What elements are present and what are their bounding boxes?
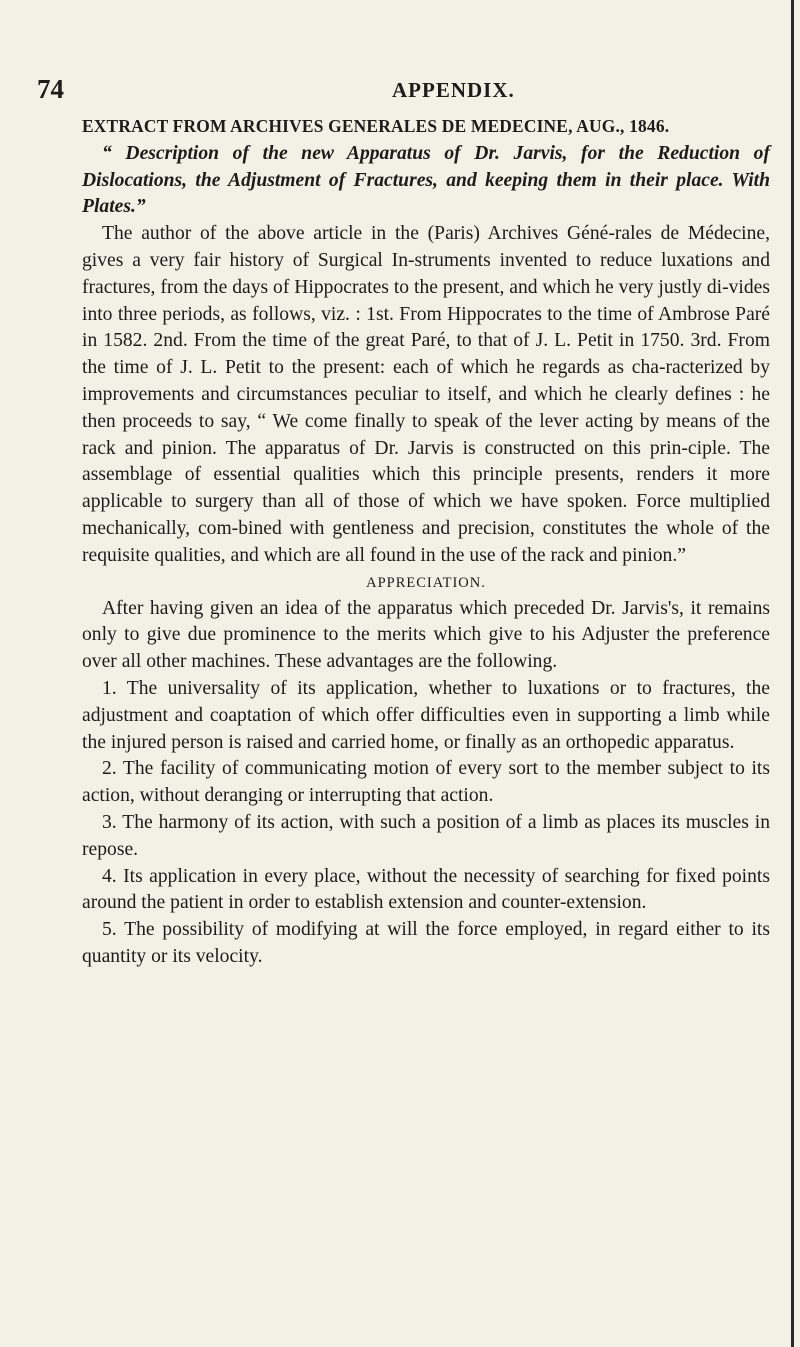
history-paragraph: The author of the above article in the (Paris) Archives Géné-rales de Médecine, gives a very fair history of Surgical In-struments invented to reduce luxations and fractures, from the days of Hippocrates to the present, and which he very justly di-vides into three periods, as follows, viz. : 1st. From Hippocrates to the time of Ambrose Paré in 1582. 2nd. From the time of the great Paré, to that of J. L. Petit in 1750. 3rd. From the time of J. L. Petit to the present: each of which he regards as cha-racterized by improvements and circumstances peculiar to itself, and which he clearly defines : he then proceeds to say, “ We come finally to speak of the lever acting by means of the rack and pinion. The apparatus of Dr. Jarvis is constructed on this prin-ciple. The assemblage of essential qualities which this principle presents, renders it more applicable to surgery than all of those of which we have spoken. Force multiplied mechanically, com-bined with gentleness and precision, constitutes the whole of the requisite qualities, and which are all found in the use of the rack and pinion.” bbox=[82, 223, 770, 566]
page-body bbox=[82, 113, 770, 971]
advantage-4: 4. Its application in every place, without the necessity of searching for fixed points around the patient in order to establish extension and counter-extension. bbox=[82, 865, 770, 914]
advantage-1: 1. The universality of its application, whether to luxations or to fractures, the adjustment and coaptation of which offer difficulties even in supporting a limb while the injured person is raised and carried home, or finally as an orthopedic apparatus. bbox=[82, 677, 770, 753]
running-head: APPENDIX. bbox=[392, 78, 515, 102]
advantage-2: 2. The facility of communicating motion of every sort to the member subject to its action, without deranging or interrupting that action. bbox=[82, 758, 770, 807]
article-title: “ Description of the new Apparatus of Dr. Jarvis, for the Reduction of Dislocations, the Adjustment of Fractures, and keeping them in their place. With Plates.” bbox=[82, 142, 770, 218]
appreciation-intro: After having given an idea of the apparatus which preceded Dr. Jarvis's, it remains only to give due prominence to the merits which give to his Adjuster the preference over all other machines. These advantages are the following. bbox=[82, 597, 770, 673]
advantage-3: 3. The harmony of its action, with such a position of a limb as places its muscles in repose. bbox=[82, 811, 770, 860]
page-edge bbox=[791, 0, 794, 1347]
section-heading: APPRECIATION. bbox=[366, 574, 486, 591]
page-header bbox=[37, 74, 777, 108]
page-number: 74 bbox=[37, 74, 64, 104]
extract-heading: EXTRACT FROM ARCHIVES GENERALES DE MEDECINE, AUG., 1846. bbox=[82, 116, 670, 136]
advantage-5: 5. The possibility of modifying at will the force employed, in regard either to its quantity or its velocity. bbox=[82, 919, 770, 967]
